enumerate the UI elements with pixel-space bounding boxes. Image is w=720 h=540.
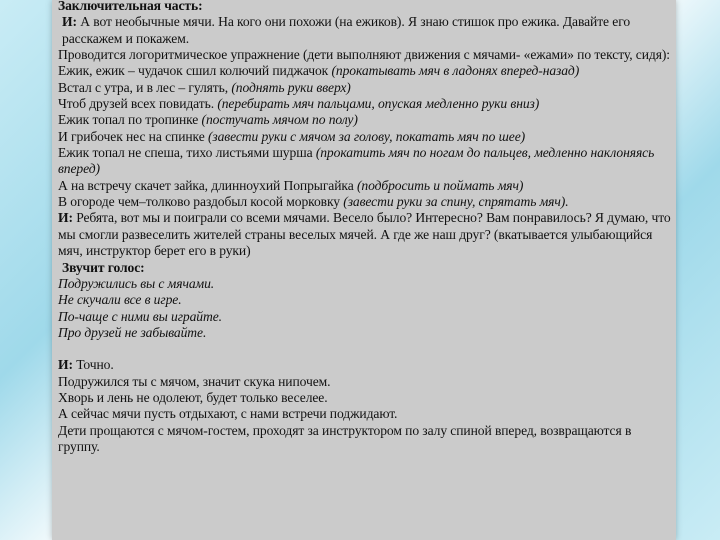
poem-line <box>58 145 672 178</box>
paragraph-exercise: Проводится логоритмическое упражнение (дети выполняют движения с мячами- «ежами» по тексту, сидя): <box>58 47 670 63</box>
poem-line <box>58 178 672 194</box>
movement-note: (завести руки с мячом за голову, покатать мяч по шее) <box>207 128 526 144</box>
poem-verse: Не скучали все в игре. <box>58 292 182 308</box>
paragraph-intro <box>58 14 672 47</box>
movement-note: (завести руки за спину, спрятать мяч). <box>343 194 569 210</box>
spacer <box>58 341 672 357</box>
paragraph-text: А вот необычные мячи. На кого они похожи (на ежиков). Я знаю стишок про ежика. Давайте его расскажем и покажем. <box>62 14 631 46</box>
movement-note: (постучать мячом по полу) <box>201 112 358 128</box>
movement-note: (прокатывать мяч в ладонях вперед-назад) <box>331 63 580 79</box>
final-line: Подружился ты с мячом, значит скука нипочем. <box>58 373 331 389</box>
poem-text: Встал с утра, и в лес – гулять, <box>58 79 232 95</box>
poem-text: Ежик, ежик – чудачок сшил колючий пиджачок <box>58 63 332 79</box>
poem-text: Ежик топал по тропинке <box>58 112 202 128</box>
final-line: Дети прощаются с мячом-гостем, проходят за инструктором по залу спиной вперед, возвращаются в группу. <box>58 422 632 454</box>
speaker-label: И: <box>58 210 73 226</box>
poem-text: В огороде чем–толково раздобыл косой морковку <box>58 194 344 210</box>
paragraph-text: Ребята, вот мы и поиграли со всеми мячами. Весело было? Интересно? Вам понравилось? Я думаю, что мы смогли развеселить жителей страны веселых мячей. А где же наш друг? (вкатывается улыбающийся мяч, инструктор берет его в руки) <box>58 210 671 259</box>
movement-note: (поднять руки вверх) <box>231 79 351 95</box>
final-line: А сейчас мячи пусть отдыхают, с нами встречи поджидают. <box>58 406 398 422</box>
poem-verse: Подружились вы с мячами. <box>58 275 215 291</box>
movement-note: (подбросить и поймать мяч) <box>356 177 524 193</box>
poem-line <box>58 63 672 79</box>
poem-line <box>58 194 672 210</box>
movement-note: (прокатить мяч по ногам до пальцев, медленно наклоняясь вперед) <box>58 145 655 177</box>
final-line: Хворь и лень не одолеют, будет только веселее. <box>58 389 328 405</box>
poem-line <box>58 112 672 128</box>
poem-text: Чтоб друзей всех повидать. <box>58 96 218 112</box>
slide-content <box>58 0 672 455</box>
paragraph-dialogue <box>58 210 672 259</box>
speaker-label: И: <box>62 14 77 30</box>
poem-verse: Про друзей не забывайте. <box>58 324 207 340</box>
poem-text: Ежик топал не спеша, тихо листьями шурша <box>58 145 316 161</box>
speaker-label: И: <box>58 357 73 373</box>
poem-line <box>58 129 672 145</box>
movement-note: (перебирать мяч пальцами, опуская медленно руки вниз) <box>217 96 540 112</box>
poem-line <box>58 80 672 96</box>
paragraph-reply <box>58 357 672 373</box>
voice-label: Звучит голос: <box>62 259 145 275</box>
poem-line <box>58 96 672 112</box>
paragraph-text: Точно. <box>72 357 114 373</box>
slide <box>52 0 676 540</box>
section-title: Заключительная часть: <box>58 0 203 13</box>
poem-text: И грибочек нес на спинке <box>58 128 208 144</box>
poem-text: А на встречу скачет зайка, длинноухий Попрыгайка <box>58 177 357 193</box>
poem-verse: По-чаще с ними вы играйте. <box>58 308 222 324</box>
